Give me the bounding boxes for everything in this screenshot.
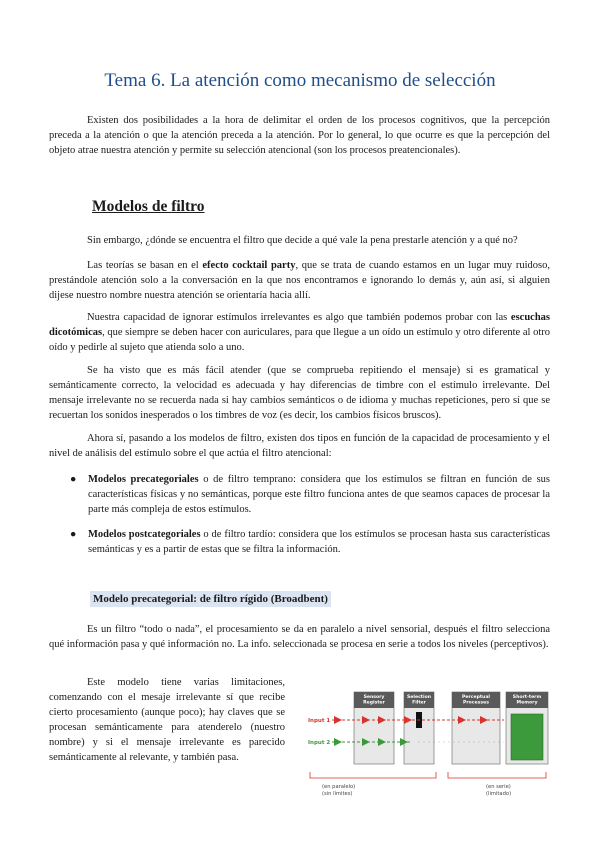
filtro-paragraph-4 [49, 363, 550, 423]
filtro-text-2 [49, 258, 550, 303]
p2-bold: efecto cocktail party [202, 260, 296, 271]
filtro-paragraph-2 [49, 258, 550, 303]
bullet-bold-0: Modelos precategoriales [88, 474, 199, 485]
input-2-label: Input 2 [308, 740, 331, 746]
filtro-paragraph-1 [49, 233, 550, 248]
box-label: Perceptual Processes [461, 695, 491, 706]
section-heading-broadbent: Modelo precategorial: de filtro rígido (Broadbent) [90, 591, 331, 607]
broadbent-text-1: Es un filtro “todo o nada”, el procesamiento se da en paralelo a nivel sensorial, después el filtro selecciona qué información pasa y qué información no. La info. seleccionada se procesa en serie a todos los niveles (perceptivos). [49, 624, 550, 650]
p2-pre: Las teorías se basan en el [87, 260, 203, 271]
broadbent-text-2: Este modelo tiene varias limitaciones, comenzando con el mesaje irrelevante sí que recibe cierto procesamiento (aunque poco); hay claves que se procesan semánticamente para atenderelo (nuestro nombre) y si el mensaje irrelevante es parecido semánticamente al relevante, y también pasa. [49, 677, 285, 763]
p3-post: , que siempre se deben hacer con auriculares, para que llegue a un oído un estímulo y otro diferente al otro oído y pedirle al sujeto que atienda solo a uno. [49, 327, 550, 353]
box-label: Selection Filter [406, 695, 432, 706]
bullet-item-postcategorial [70, 527, 550, 557]
filtro-text-4: Se ha visto que es más fácil atender (que se comprueba repitiendo el mensaje) si es gramatical y semánticamente correcto, la velocidad es adecuada y hay diferencias de timbre con el estímulo irrelevante. Del mensaje irrelevante no se recuerda nada si hay cambios semánticos o de idioma y muchas repeticiones, pero sí que se recuertan los sonidos inesperados o los timbres de voz (es decir, los cambios físicos bruscos). [49, 365, 550, 421]
note-limited: (limitado) [486, 791, 512, 797]
filtro-text-1: Sin embargo, ¿dónde se encuentra el filtro que decide a qué vale la pena prestarle atención y a qué no? [87, 235, 518, 246]
filtro-paragraph-5 [49, 431, 550, 461]
memory-block [511, 714, 543, 760]
note-parallel: (en paralelo) [322, 784, 356, 790]
bullet-text-0: o de filtro temprano: considera que los estímulos se filtran en función de sus características físicas y no semánticas, porque este filtro funciona antes de que seamos capaces de procesar la parte más compleja de estos estímulos. [88, 474, 550, 515]
bullet-text-1: o de filtro tardío: considera que los estímulos se procesan hasta sus características semánticas y es a partir de estas que se filtra la información. [88, 529, 550, 555]
filtro-text-5: Ahora sí, pasando a los modelos de filtro, existen dos tipos en función de la capacidad de procesamiento y el nivel de análisis del estímulo sobre el que actúa el filtro atencional: [49, 433, 550, 459]
box-label: Sensory Register [363, 695, 385, 706]
broadbent-paragraph-2 [49, 675, 285, 765]
p3-pre: Nuestra capacidad de ignorar estímulos irrelevantes es algo que también podemos probar con las [87, 312, 511, 323]
broadbent-paragraph-1 [49, 622, 550, 652]
box-label: Short-term Memory [512, 695, 542, 706]
bullet-bold-1: Modelos postcategoriales [88, 529, 201, 540]
bracket-serial [448, 772, 546, 778]
bullet-dot-icon: ● [70, 529, 77, 540]
bullet-item-precategorial [70, 472, 550, 517]
filtro-text-3 [49, 310, 550, 355]
broadbent-diagram [300, 684, 552, 810]
filtro-bullet-list [70, 472, 550, 557]
p3-bold: escuchas dicotómicas [49, 312, 550, 338]
arrow-icon [334, 738, 342, 746]
page-title: Tema 6. La atención como mecanismo de selección [104, 70, 496, 91]
note-unlimited: (sin límites) [322, 791, 353, 797]
bullet-dot-icon: ● [70, 474, 77, 485]
arrow-icon [334, 716, 342, 724]
p2-post: , que se trata de cuando estamos en un lugar muy ruidoso, prestándole atención solo a la conversación en la que nos encontramos e ignorando lo demás y, aún así, si alguien dijese nuestro nombre nuestra atención se orientaría hacia allí. [49, 260, 550, 301]
section-heading-filtro: Modelos de filtro [92, 198, 205, 215]
bracket-parallel [310, 772, 436, 778]
note-serial: (en serie) [486, 784, 511, 790]
intro-paragraph [49, 113, 550, 158]
input-1-label: Input 1 [308, 718, 331, 724]
intro-text: Existen dos posibilidades a la hora de delimitar el orden de los procesos cognitivos, que la percepción preceda a la atención o que la atención preceda a la atención. Por lo general, lo que ocurre es que la percepción del objeto atrae nuestra atención y permite su selección atencional (son los procesos preatencionales). [49, 115, 550, 156]
filtro-paragraph-3 [49, 310, 550, 355]
